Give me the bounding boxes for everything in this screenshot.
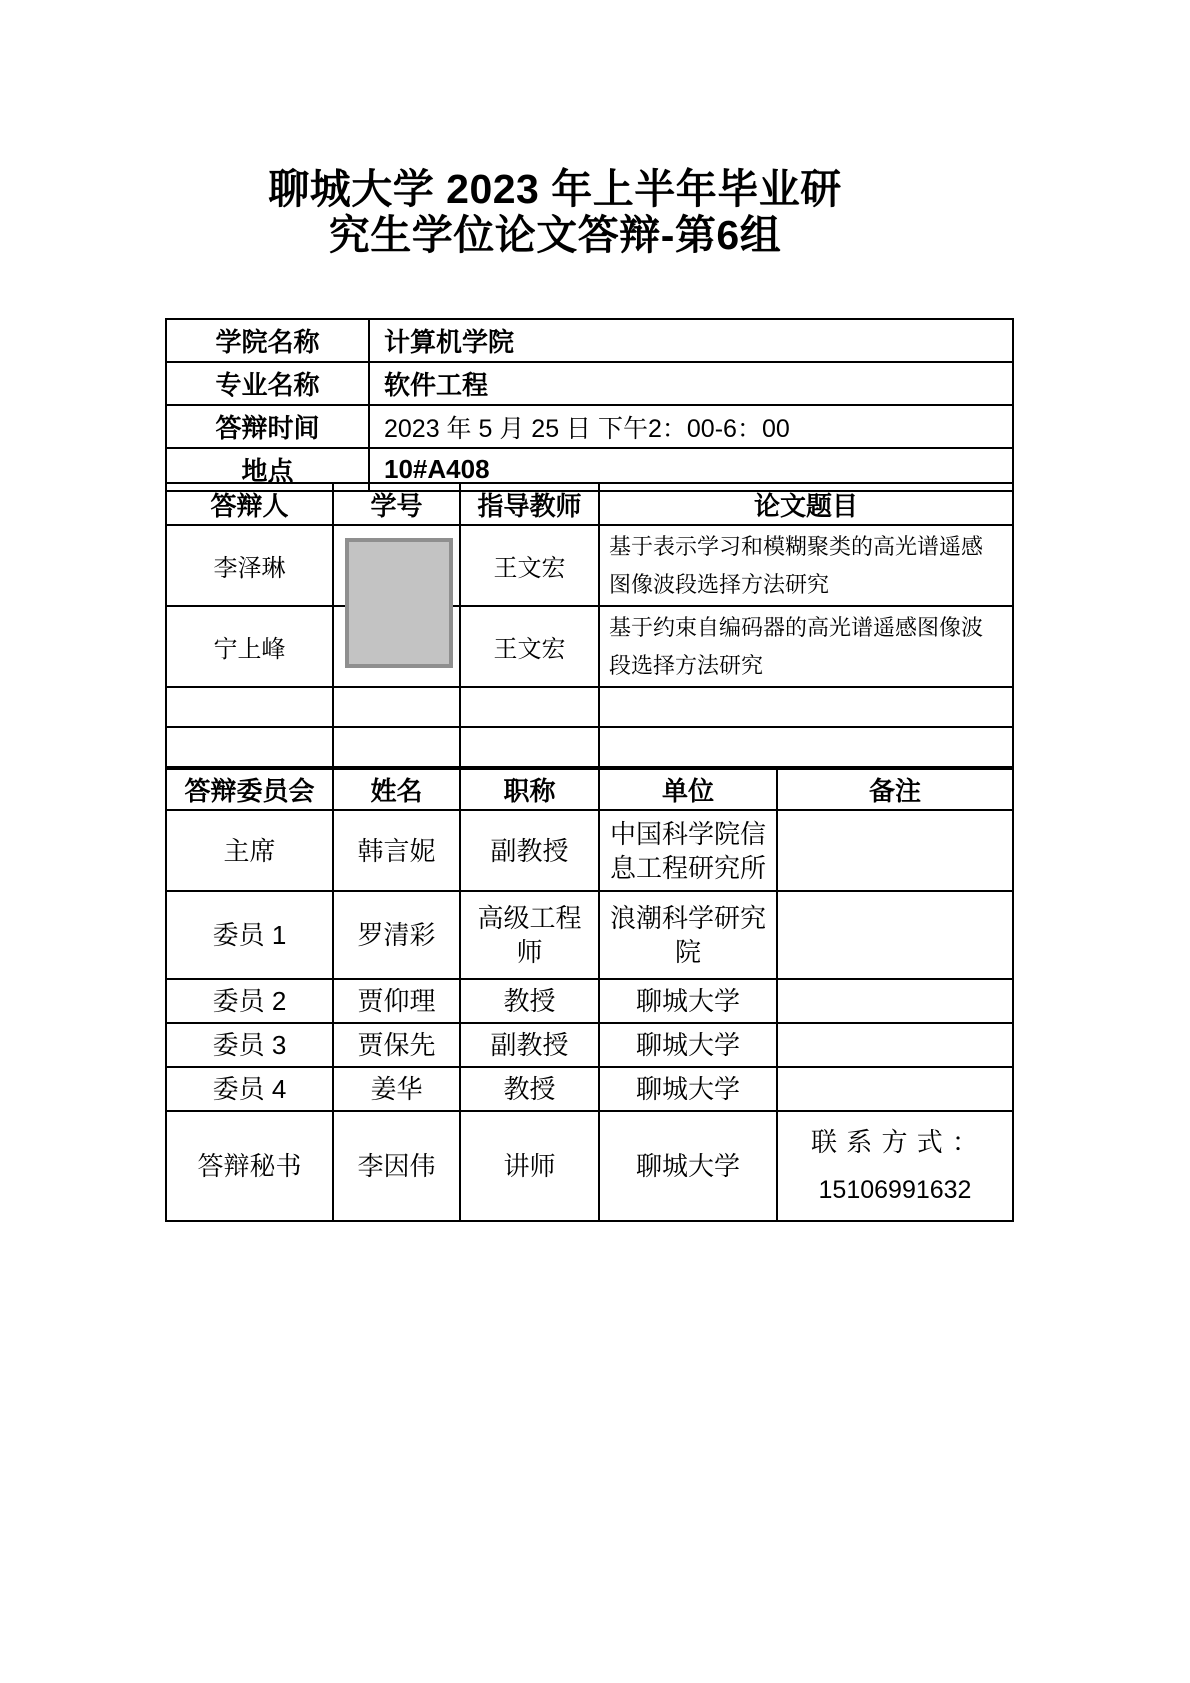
student-thesis-title: 基于约束自编码器的高光谱遥感图像波段选择方法研究 bbox=[599, 606, 1013, 687]
contact-phone: 15106991632 bbox=[818, 1176, 972, 1204]
student-row bbox=[166, 727, 1013, 767]
committee-note-cell bbox=[777, 1111, 1013, 1221]
title-line-2: 究生学位论文答辩-第6组 bbox=[328, 212, 782, 258]
committee-header-name: 姓名 bbox=[333, 769, 460, 810]
committee-header-title: 职称 bbox=[460, 769, 599, 810]
committee-role: 委员 1 bbox=[166, 891, 333, 979]
committee-row bbox=[166, 979, 1013, 1023]
student-section bbox=[165, 482, 1012, 768]
committee-member-name: 韩言妮 bbox=[333, 810, 460, 891]
info-row-label: 学院名称 bbox=[166, 319, 369, 362]
student-table bbox=[165, 482, 1014, 768]
committee-member-name: 贾保先 bbox=[333, 1023, 460, 1067]
info-row-value: 软件工程 bbox=[369, 362, 1013, 405]
committee-header-row bbox=[166, 769, 1013, 810]
committee-member-name: 贾仰理 bbox=[333, 979, 460, 1023]
committee-table bbox=[165, 768, 1014, 1222]
committee-member-name: 李因伟 bbox=[333, 1111, 460, 1221]
student-name: 李泽琳 bbox=[166, 525, 333, 606]
student-name bbox=[166, 687, 333, 727]
info-table bbox=[165, 318, 1014, 492]
student-id bbox=[333, 687, 460, 727]
committee-row bbox=[166, 1067, 1013, 1111]
committee-header-organization: 单位 bbox=[599, 769, 777, 810]
committee-row bbox=[166, 1023, 1013, 1067]
committee-header-role: 答辩委员会 bbox=[166, 769, 333, 810]
info-row bbox=[166, 319, 1013, 362]
committee-role: 主席 bbox=[166, 810, 333, 891]
info-row-value: 计算机学院 bbox=[369, 319, 1013, 362]
info-row-label: 地点 bbox=[166, 448, 369, 491]
info-row-value: 10#A408 bbox=[369, 448, 1013, 491]
committee-member-organization: 聊城大学 bbox=[599, 1067, 777, 1111]
info-row-value: 2023 年 5 月 25 日 下午2：00-6：00 bbox=[369, 405, 1013, 448]
student-row bbox=[166, 687, 1013, 727]
info-row-label: 答辩时间 bbox=[166, 405, 369, 448]
committee-member-title: 讲师 bbox=[460, 1111, 599, 1221]
committee-member-title: 教授 bbox=[460, 979, 599, 1023]
committee-member-organization: 聊城大学 bbox=[599, 1023, 777, 1067]
contact-label: 联 系 方 式 ： bbox=[811, 1127, 979, 1157]
committee-member-title: 教授 bbox=[460, 1067, 599, 1111]
info-row bbox=[166, 362, 1013, 405]
student-thesis-title: 基于表示学习和模糊聚类的高光谱遥感图像波段选择方法研究 bbox=[599, 525, 1013, 606]
committee-member-organization: 聊城大学 bbox=[599, 1111, 777, 1221]
student-header-defender: 答辩人 bbox=[166, 483, 333, 525]
committee-note-cell bbox=[777, 1067, 1013, 1111]
student-header-row bbox=[166, 483, 1013, 525]
committee-member-name: 罗清彩 bbox=[333, 891, 460, 979]
committee-member-title: 高级工程师 bbox=[460, 891, 599, 979]
student-header-advisor: 指导教师 bbox=[460, 483, 599, 525]
student-id-redaction-box bbox=[345, 538, 453, 668]
committee-row bbox=[166, 810, 1013, 891]
info-row bbox=[166, 405, 1013, 448]
committee-note-cell bbox=[777, 1023, 1013, 1067]
student-advisor: 王文宏 bbox=[460, 525, 599, 606]
committee-role: 委员 2 bbox=[166, 979, 333, 1023]
committee-member-organization: 浪潮科学研究院 bbox=[599, 891, 777, 979]
title-line-1: 聊城大学 2023 年上半年毕业研 bbox=[268, 166, 842, 212]
committee-member-organization: 聊城大学 bbox=[599, 979, 777, 1023]
committee-member-name: 姜华 bbox=[333, 1067, 460, 1111]
student-header-thesis: 论文题目 bbox=[599, 483, 1013, 525]
student-id bbox=[333, 727, 460, 767]
committee-member-title: 副教授 bbox=[460, 1023, 599, 1067]
committee-member-organization: 中国科学院信息工程研究所 bbox=[599, 810, 777, 891]
info-row-label: 专业名称 bbox=[166, 362, 369, 405]
document-title bbox=[60, 166, 1050, 258]
student-name: 宁上峰 bbox=[166, 606, 333, 687]
student-header-id: 学号 bbox=[333, 483, 460, 525]
student-name bbox=[166, 727, 333, 767]
student-thesis-title bbox=[599, 727, 1013, 767]
committee-role: 答辩秘书 bbox=[166, 1111, 333, 1221]
student-advisor: 王文宏 bbox=[460, 606, 599, 687]
student-row bbox=[166, 606, 1013, 687]
committee-note-cell bbox=[777, 810, 1013, 891]
committee-member-title: 副教授 bbox=[460, 810, 599, 891]
student-thesis-title bbox=[599, 687, 1013, 727]
committee-note-cell bbox=[777, 891, 1013, 979]
committee-row bbox=[166, 1111, 1013, 1221]
committee-role: 委员 3 bbox=[166, 1023, 333, 1067]
committee-row bbox=[166, 891, 1013, 979]
committee-note-cell bbox=[777, 979, 1013, 1023]
committee-header-note: 备注 bbox=[777, 769, 1013, 810]
student-row bbox=[166, 525, 1013, 606]
student-advisor bbox=[460, 727, 599, 767]
student-advisor bbox=[460, 687, 599, 727]
committee-role: 委员 4 bbox=[166, 1067, 333, 1111]
